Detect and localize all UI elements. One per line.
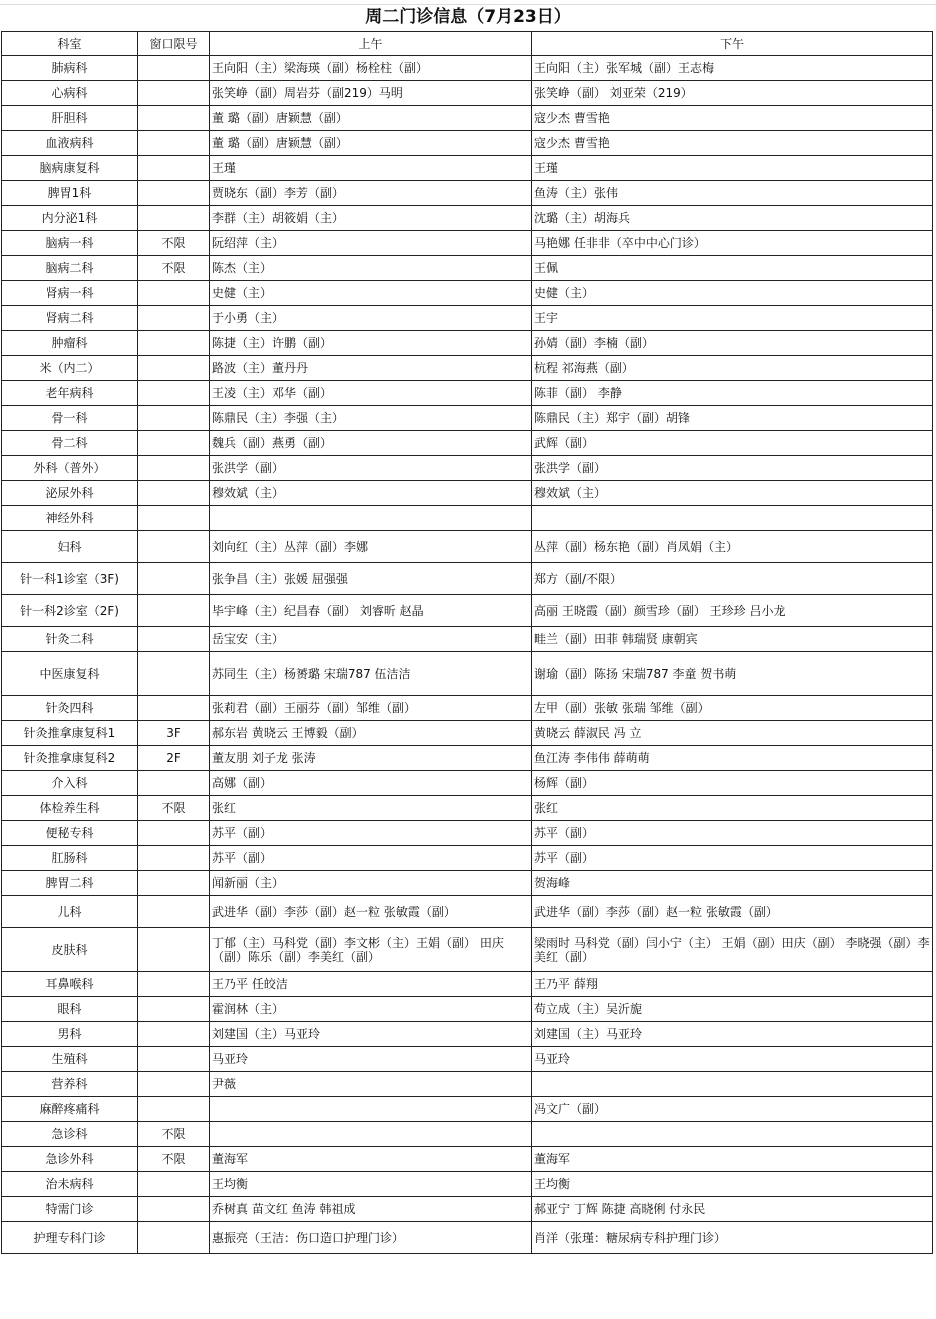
- table-row: [2, 1222, 933, 1254]
- afternoon-cell[interactable]: 郑方（副/不限）: [532, 563, 933, 595]
- morning-cell[interactable]: 乔树真 苗文红 鱼涛 韩祖成: [210, 1197, 532, 1222]
- morning-cell[interactable]: 张争昌（主）张媛 屈强强: [210, 563, 532, 595]
- morning-cell[interactable]: 陈捷（主）许鹏（副）: [210, 331, 532, 356]
- morning-cell[interactable]: 武进华（副）李莎（副）赵一粒 张敏霞（副）: [210, 896, 532, 928]
- afternoon-cell[interactable]: 冯文广（副）: [532, 1097, 933, 1122]
- afternoon-cell[interactable]: 寇少杰 曹雪艳: [532, 131, 933, 156]
- afternoon-cell[interactable]: 王均衡: [532, 1172, 933, 1197]
- afternoon-cell[interactable]: 鱼涛（主）张伟: [532, 181, 933, 206]
- afternoon-cell[interactable]: [532, 1122, 933, 1147]
- afternoon-cell[interactable]: 沈璐（主）胡海兵: [532, 206, 933, 231]
- table-row: [2, 506, 933, 531]
- dept-cell[interactable]: 针灸推拿康复科1: [2, 721, 138, 746]
- table-row: [2, 846, 933, 871]
- morning-cell[interactable]: 霍润林（主）: [210, 997, 532, 1022]
- dept-cell[interactable]: 老年病科: [2, 381, 138, 406]
- morning-cell[interactable]: 于小勇（主）: [210, 306, 532, 331]
- table-row: [2, 928, 933, 972]
- morning-cell[interactable]: 郝东岩 黄晓云 王博毅（副）: [210, 721, 532, 746]
- morning-cell[interactable]: 贾晓东（副）李芳（副）: [210, 181, 532, 206]
- table-row: [2, 106, 933, 131]
- dept-cell[interactable]: 血液病科: [2, 131, 138, 156]
- table-row: [2, 81, 933, 106]
- limit-cell[interactable]: [138, 206, 210, 231]
- limit-cell[interactable]: [138, 131, 210, 156]
- morning-cell[interactable]: [210, 506, 532, 531]
- afternoon-cell[interactable]: 贺海峰: [532, 871, 933, 896]
- dept-cell[interactable]: 介入科: [2, 771, 138, 796]
- afternoon-cell[interactable]: 高丽 王晓霞（副）颜雪珍（副） 王珍珍 吕小龙: [532, 595, 933, 627]
- limit-cell[interactable]: [138, 1022, 210, 1047]
- limit-cell[interactable]: [138, 281, 210, 306]
- dept-cell[interactable]: 针灸二科: [2, 627, 138, 652]
- dept-cell[interactable]: 针灸推拿康复科2: [2, 746, 138, 771]
- morning-cell[interactable]: 丁郁（主）马科党（副）李文彬（主）王娟（副） 田庆（副）陈乐（副）李美红（副）: [210, 928, 532, 972]
- morning-cell[interactable]: 王瑾: [210, 156, 532, 181]
- morning-cell[interactable]: 陈鼎民（主）李强（主）: [210, 406, 532, 431]
- limit-cell[interactable]: [138, 771, 210, 796]
- morning-cell[interactable]: 陈杰（主）: [210, 256, 532, 281]
- column-header-pm: 下午: [532, 32, 933, 56]
- limit-cell[interactable]: [138, 997, 210, 1022]
- afternoon-cell[interactable]: 王乃平 薛翔: [532, 972, 933, 997]
- table-row: [2, 481, 933, 506]
- table-row: [2, 206, 933, 231]
- afternoon-cell[interactable]: 王向阳（主）张军城（副）王志梅: [532, 56, 933, 81]
- dept-cell[interactable]: 治未病科: [2, 1172, 138, 1197]
- limit-cell[interactable]: 不限: [138, 1122, 210, 1147]
- header-row: [2, 32, 933, 56]
- limit-cell[interactable]: 2F: [138, 746, 210, 771]
- dept-cell[interactable]: 便秘专科: [2, 821, 138, 846]
- limit-cell[interactable]: 不限: [138, 256, 210, 281]
- limit-cell[interactable]: [138, 1222, 210, 1254]
- table-body: [2, 56, 933, 1254]
- table-row: [2, 771, 933, 796]
- afternoon-cell[interactable]: 武进华（副）李莎（副）赵一粒 张敏霞（副）: [532, 896, 933, 928]
- limit-cell[interactable]: [138, 846, 210, 871]
- limit-cell[interactable]: [138, 595, 210, 627]
- afternoon-cell[interactable]: 寇少杰 曹雪艳: [532, 106, 933, 131]
- dept-cell[interactable]: 眼科: [2, 997, 138, 1022]
- table-row: [2, 281, 933, 306]
- table-row: [2, 1197, 933, 1222]
- dept-cell[interactable]: 肾病二科: [2, 306, 138, 331]
- morning-cell[interactable]: 高娜（副）: [210, 771, 532, 796]
- dept-cell[interactable]: 脾胃二科: [2, 871, 138, 896]
- afternoon-cell[interactable]: 武辉（副）: [532, 431, 933, 456]
- limit-cell[interactable]: [138, 456, 210, 481]
- dept-cell[interactable]: 肛肠科: [2, 846, 138, 871]
- morning-cell[interactable]: 毕宇峰（主）纪昌春（副） 刘睿昕 赵晶: [210, 595, 532, 627]
- dept-cell[interactable]: 心病科: [2, 81, 138, 106]
- afternoon-cell[interactable]: 张红: [532, 796, 933, 821]
- morning-cell[interactable]: 董友朋 刘子龙 张涛: [210, 746, 532, 771]
- table-row: [2, 696, 933, 721]
- limit-cell[interactable]: [138, 896, 210, 928]
- afternoon-cell[interactable]: [532, 1072, 933, 1097]
- page-title: 周二门诊信息（7月23日）: [365, 7, 571, 27]
- dept-cell[interactable]: 肺病科: [2, 56, 138, 81]
- morning-cell[interactable]: 阮绍萍（主）: [210, 231, 532, 256]
- table-row: [2, 381, 933, 406]
- dept-cell[interactable]: 米（内二）: [2, 356, 138, 381]
- limit-cell[interactable]: [138, 106, 210, 131]
- afternoon-cell[interactable]: 杭程 祁海燕（副）: [532, 356, 933, 381]
- afternoon-cell[interactable]: 董海军: [532, 1147, 933, 1172]
- limit-cell[interactable]: [138, 972, 210, 997]
- morning-cell[interactable]: 王凌（主）邓华（副）: [210, 381, 532, 406]
- dept-cell[interactable]: 护理专科门诊: [2, 1222, 138, 1254]
- morning-cell[interactable]: 尹薇: [210, 1072, 532, 1097]
- limit-cell[interactable]: [138, 431, 210, 456]
- limit-cell[interactable]: [138, 563, 210, 595]
- limit-cell[interactable]: [138, 652, 210, 696]
- dept-cell[interactable]: 骨一科: [2, 406, 138, 431]
- limit-cell[interactable]: [138, 696, 210, 721]
- limit-cell[interactable]: [138, 821, 210, 846]
- table-row: [2, 431, 933, 456]
- afternoon-cell[interactable]: 张笑峥（副） 刘亚荣（219）: [532, 81, 933, 106]
- afternoon-cell[interactable]: 杨辉（副）: [532, 771, 933, 796]
- table-row: [2, 563, 933, 595]
- dept-cell[interactable]: 营养科: [2, 1072, 138, 1097]
- morning-cell[interactable]: 路波（主）董丹丹: [210, 356, 532, 381]
- limit-cell[interactable]: [138, 306, 210, 331]
- afternoon-cell[interactable]: 谢瑜（副）陈扬 宋瑞787 李童 贺书萌: [532, 652, 933, 696]
- afternoon-cell[interactable]: 陈鼎民（主）郑宇（副）胡锋: [532, 406, 933, 431]
- limit-cell[interactable]: 3F: [138, 721, 210, 746]
- dept-cell[interactable]: 脑病康复科: [2, 156, 138, 181]
- dept-cell[interactable]: 生殖科: [2, 1047, 138, 1072]
- afternoon-cell[interactable]: 苏平（副）: [532, 846, 933, 871]
- morning-cell[interactable]: 王乃平 任皎洁: [210, 972, 532, 997]
- morning-cell[interactable]: 穆效斌（主）: [210, 481, 532, 506]
- morning-cell[interactable]: 董 璐（副）唐颖慧（副）: [210, 106, 532, 131]
- afternoon-cell[interactable]: 郝亚宁 丁辉 陈捷 高晓俐 付永民: [532, 1197, 933, 1222]
- afternoon-cell[interactable]: 苟立成（主）吴沂旎: [532, 997, 933, 1022]
- morning-cell[interactable]: 张莉君（副）王丽芬（副）邹维（副）: [210, 696, 532, 721]
- table-row: [2, 306, 933, 331]
- limit-cell[interactable]: [138, 1172, 210, 1197]
- morning-cell[interactable]: 岳宝安（主）: [210, 627, 532, 652]
- dept-cell[interactable]: 脑病一科: [2, 231, 138, 256]
- morning-cell[interactable]: 闻新丽（主）: [210, 871, 532, 896]
- morning-cell[interactable]: 魏兵（副）燕勇（副）: [210, 431, 532, 456]
- dept-cell[interactable]: 泌尿外科: [2, 481, 138, 506]
- dept-cell[interactable]: 内分泌1科: [2, 206, 138, 231]
- morning-cell[interactable]: 苏同生（主）杨赟璐 宋瑞787 伍洁洁: [210, 652, 532, 696]
- limit-cell[interactable]: [138, 627, 210, 652]
- limit-cell[interactable]: [138, 406, 210, 431]
- dept-cell[interactable]: 男科: [2, 1022, 138, 1047]
- afternoon-cell[interactable]: 史健（主）: [532, 281, 933, 306]
- afternoon-cell[interactable]: 梁雨时 马科党（副）闫小宁（主） 王娟（副）田庆（副） 李晓强（副）李美红（副）: [532, 928, 933, 972]
- morning-cell[interactable]: 张红: [210, 796, 532, 821]
- schedule-table: [1, 31, 933, 1254]
- dept-cell[interactable]: 针一科2诊室（2F): [2, 595, 138, 627]
- dept-cell[interactable]: 儿科: [2, 896, 138, 928]
- limit-cell[interactable]: [138, 1047, 210, 1072]
- afternoon-cell[interactable]: 鱼江涛 李伟伟 薛萌萌: [532, 746, 933, 771]
- table-row: [2, 595, 933, 627]
- table-row: [2, 652, 933, 696]
- limit-cell[interactable]: [138, 1097, 210, 1122]
- table-row: [2, 231, 933, 256]
- table-row: [2, 896, 933, 928]
- table-row: [2, 156, 933, 181]
- dept-cell[interactable]: 中医康复科: [2, 652, 138, 696]
- table-row: [2, 131, 933, 156]
- afternoon-cell[interactable]: 王佩: [532, 256, 933, 281]
- limit-cell[interactable]: [138, 356, 210, 381]
- limit-cell[interactable]: [138, 331, 210, 356]
- morning-cell[interactable]: 王均衡: [210, 1172, 532, 1197]
- dept-cell[interactable]: 外科（普外）: [2, 456, 138, 481]
- column-header-limit: 窗口限号: [138, 32, 210, 56]
- table-row: [2, 531, 933, 563]
- morning-cell[interactable]: 刘建国（主）马亚玲: [210, 1022, 532, 1047]
- afternoon-cell[interactable]: 苏平（副）: [532, 821, 933, 846]
- dept-cell[interactable]: 肝胆科: [2, 106, 138, 131]
- afternoon-cell[interactable]: 左甲（副）张敏 张瑞 邹维（副）: [532, 696, 933, 721]
- morning-cell[interactable]: [210, 1122, 532, 1147]
- table-row: [2, 1022, 933, 1047]
- table-row: [2, 721, 933, 746]
- afternoon-cell[interactable]: 孙婧（副）李楠（副）: [532, 331, 933, 356]
- table-row: [2, 972, 933, 997]
- dept-cell[interactable]: 麻醉疼痛科: [2, 1097, 138, 1122]
- morning-cell[interactable]: 苏平（副）: [210, 821, 532, 846]
- dept-cell[interactable]: 急诊科: [2, 1122, 138, 1147]
- dept-cell[interactable]: 骨二科: [2, 431, 138, 456]
- table-row: [2, 796, 933, 821]
- morning-cell[interactable]: 马亚玲: [210, 1047, 532, 1072]
- dept-cell[interactable]: 肿瘤科: [2, 331, 138, 356]
- table-row: [2, 1047, 933, 1072]
- morning-cell[interactable]: 刘向红（主）丛萍（副）李娜: [210, 531, 532, 563]
- dept-cell[interactable]: 特需门诊: [2, 1197, 138, 1222]
- afternoon-cell[interactable]: [532, 506, 933, 531]
- afternoon-cell[interactable]: 陈菲（副） 李静: [532, 381, 933, 406]
- dept-cell[interactable]: 体检养生科: [2, 796, 138, 821]
- afternoon-cell[interactable]: 畦兰（副）田菲 韩瑞贤 康朝宾: [532, 627, 933, 652]
- afternoon-cell[interactable]: 马亚玲: [532, 1047, 933, 1072]
- table-row: [2, 821, 933, 846]
- dept-cell[interactable]: 神经外科: [2, 506, 138, 531]
- limit-cell[interactable]: [138, 1072, 210, 1097]
- afternoon-cell[interactable]: 穆效斌（主）: [532, 481, 933, 506]
- limit-cell[interactable]: [138, 181, 210, 206]
- limit-cell[interactable]: [138, 531, 210, 563]
- table-row: [2, 627, 933, 652]
- column-header-dept: 科室: [2, 32, 138, 56]
- table-row: [2, 456, 933, 481]
- dept-cell[interactable]: 妇科: [2, 531, 138, 563]
- morning-cell[interactable]: 史健（主）: [210, 281, 532, 306]
- morning-cell[interactable]: [210, 1097, 532, 1122]
- afternoon-cell[interactable]: 马艳娜 任非非（卒中中心门诊）: [532, 231, 933, 256]
- table-row: [2, 871, 933, 896]
- morning-cell[interactable]: 李群（主）胡筱娟（主）: [210, 206, 532, 231]
- limit-cell[interactable]: [138, 156, 210, 181]
- afternoon-cell[interactable]: 王瑾: [532, 156, 933, 181]
- limit-cell[interactable]: [138, 928, 210, 972]
- dept-cell[interactable]: 急诊外科: [2, 1147, 138, 1172]
- morning-cell[interactable]: 惠振亮（王洁：伤口造口护理门诊）: [210, 1222, 532, 1254]
- dept-cell[interactable]: 脑病二科: [2, 256, 138, 281]
- table-row: [2, 1122, 933, 1147]
- limit-cell[interactable]: [138, 381, 210, 406]
- limit-cell[interactable]: [138, 1197, 210, 1222]
- dept-cell[interactable]: 皮肤科: [2, 928, 138, 972]
- table-row: [2, 256, 933, 281]
- limit-cell[interactable]: [138, 56, 210, 81]
- afternoon-cell[interactable]: 王宇: [532, 306, 933, 331]
- limit-cell[interactable]: 不限: [138, 796, 210, 821]
- morning-cell[interactable]: 张洪学（副）: [210, 456, 532, 481]
- table-row: [2, 1072, 933, 1097]
- table-row: [2, 997, 933, 1022]
- table-row: [2, 1097, 933, 1122]
- morning-cell[interactable]: 苏平（副）: [210, 846, 532, 871]
- limit-cell[interactable]: [138, 871, 210, 896]
- table-row: [2, 181, 933, 206]
- dept-cell[interactable]: 针灸四科: [2, 696, 138, 721]
- table-row: [2, 406, 933, 431]
- afternoon-cell[interactable]: 张洪学（副）: [532, 456, 933, 481]
- limit-cell[interactable]: 不限: [138, 231, 210, 256]
- afternoon-cell[interactable]: 刘建国（主）马亚玲: [532, 1022, 933, 1047]
- table-row: [2, 746, 933, 771]
- afternoon-cell[interactable]: 丛萍（副）杨东艳（副）肖凤娟（主）: [532, 531, 933, 563]
- table-row: [2, 1172, 933, 1197]
- table-row: [2, 56, 933, 81]
- limit-cell[interactable]: [138, 506, 210, 531]
- column-header-am: 上午: [210, 32, 532, 56]
- table-row: [2, 1147, 933, 1172]
- morning-cell[interactable]: 张笑峥（副）周岩芬（副219）马明: [210, 81, 532, 106]
- limit-cell[interactable]: 不限: [138, 1147, 210, 1172]
- table-row: [2, 356, 933, 381]
- limit-cell[interactable]: [138, 481, 210, 506]
- morning-cell[interactable]: 董海军: [210, 1147, 532, 1172]
- dept-cell[interactable]: 耳鼻喉科: [2, 972, 138, 997]
- limit-cell[interactable]: [138, 81, 210, 106]
- dept-cell[interactable]: 针一科1诊室（3F): [2, 563, 138, 595]
- morning-cell[interactable]: 王向阳（主）梁海瑛（副）杨栓柱（副）: [210, 56, 532, 81]
- morning-cell[interactable]: 董 璐（副）唐颖慧（副）: [210, 131, 532, 156]
- afternoon-cell[interactable]: 黄晓云 薛淑民 冯 立: [532, 721, 933, 746]
- afternoon-cell[interactable]: 肖洋（张瑾：糖尿病专科护理门诊）: [532, 1222, 933, 1254]
- table-row: [2, 331, 933, 356]
- dept-cell[interactable]: 脾胃1科: [2, 181, 138, 206]
- dept-cell[interactable]: 肾病一科: [2, 281, 138, 306]
